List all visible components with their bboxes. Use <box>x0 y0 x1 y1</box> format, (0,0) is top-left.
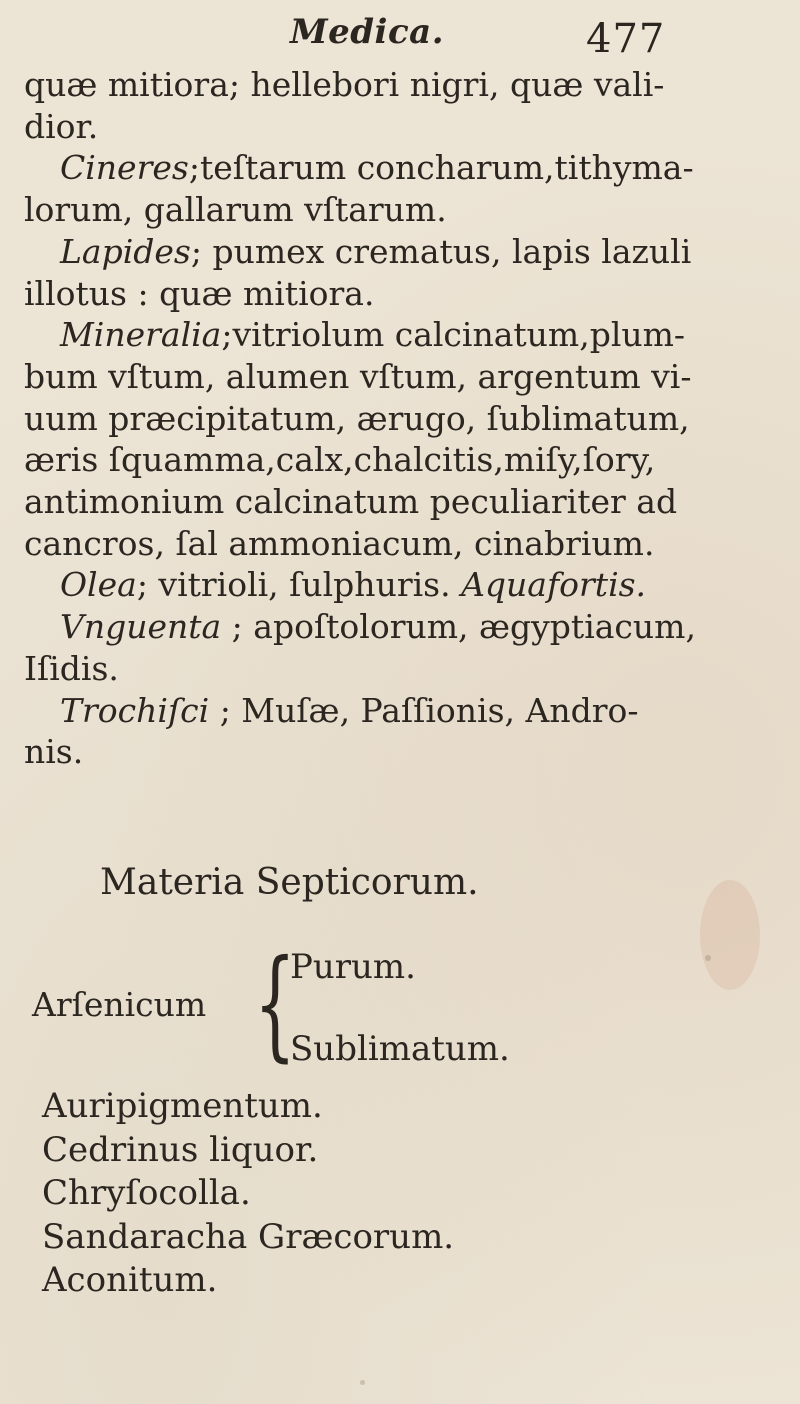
text-segment: ; vitrioli, ſulphuris. <box>136 565 462 605</box>
text-line <box>24 398 704 440</box>
septic-substances-list <box>42 1085 454 1303</box>
italic-heading-word: Cineres <box>60 148 189 188</box>
text-line <box>24 356 704 398</box>
text-segment: dior. <box>24 106 99 146</box>
text-line <box>24 564 704 606</box>
text-line <box>24 231 704 273</box>
curly-brace: { <box>254 935 296 1074</box>
text-segment: uum præcipitatum, ærugo, ſublimatum, <box>24 398 690 438</box>
text-line <box>24 189 704 231</box>
text-segment: ;teſtarum concharum,tithyma- <box>188 148 694 188</box>
text-segment: lorum, gallarum vſtarum. <box>24 190 447 230</box>
section-title: Materia Septicorum. <box>100 862 479 903</box>
text-segment: illotus : quæ mitiora. <box>24 273 375 313</box>
text-line <box>24 64 704 106</box>
italic-heading-word: Olea <box>60 565 137 605</box>
text-segment: cancros, ſal ammoniacum, cinabrium. <box>24 523 655 563</box>
text-segment: ;vitriolum calcinatum,plum- <box>221 315 686 355</box>
italic-heading-word: Aquafortis. <box>461 565 647 605</box>
text-line <box>24 147 704 189</box>
arsenic-variant-sublimatum: Sublimatum. <box>290 1029 510 1069</box>
italic-heading-word: Lapides <box>60 231 191 271</box>
text-segment: ; Muſæ, Paſſionis, Andro- <box>209 690 639 730</box>
text-line <box>24 690 704 732</box>
text-segment: antimonium calcinatum peculiariter ad <box>24 482 678 522</box>
text-line <box>24 106 704 148</box>
text-segment: ; apoſtolorum, ægyptiacum, <box>221 607 696 647</box>
text-line <box>24 314 704 356</box>
arsenic-label: Arſenicum <box>32 985 207 1024</box>
list-item: Chryſocolla. <box>42 1173 251 1213</box>
text-segment: bum vſtum, alumen vſtum, argentum vi- <box>24 356 692 396</box>
text-line <box>24 481 704 523</box>
text-segment: æris ſquamma,calx,chalcitis,miſy,ſory, <box>24 440 656 480</box>
running-head: Medica. <box>290 12 445 52</box>
text-line <box>24 273 704 315</box>
italic-heading-word: Mineralia <box>60 315 222 355</box>
italic-heading-word: Trochiſci <box>60 690 210 730</box>
italic-heading-word: Vnguenta <box>60 607 222 647</box>
arsenic-bracket-group <box>32 935 532 1095</box>
text-segment: ; pumex crematus, lapis lazuli <box>190 231 692 271</box>
paper-foxing-spot <box>360 1380 365 1385</box>
text-line <box>24 523 704 565</box>
text-segment: quæ mitiora; hellebori nigri, quæ vali- <box>24 65 665 104</box>
paper-foxing-spot <box>700 880 760 990</box>
list-item: Aconitum. <box>42 1260 218 1300</box>
text-line <box>24 606 704 648</box>
arsenic-variant-purum: Purum. <box>290 947 416 987</box>
paper-foxing-spot <box>705 955 711 961</box>
text-line <box>24 731 704 773</box>
list-item: Sandaracha Græcorum. <box>42 1216 455 1257</box>
text-segment: nis. <box>24 732 84 772</box>
list-item: Auripigmentum. <box>42 1086 323 1126</box>
text-line <box>24 648 704 690</box>
body-text <box>24 64 704 773</box>
text-line <box>24 439 704 481</box>
list-item: Cedrinus liquor. <box>42 1129 319 1170</box>
page-number: 477 <box>586 16 666 62</box>
text-segment: Iſidis. <box>24 648 119 688</box>
